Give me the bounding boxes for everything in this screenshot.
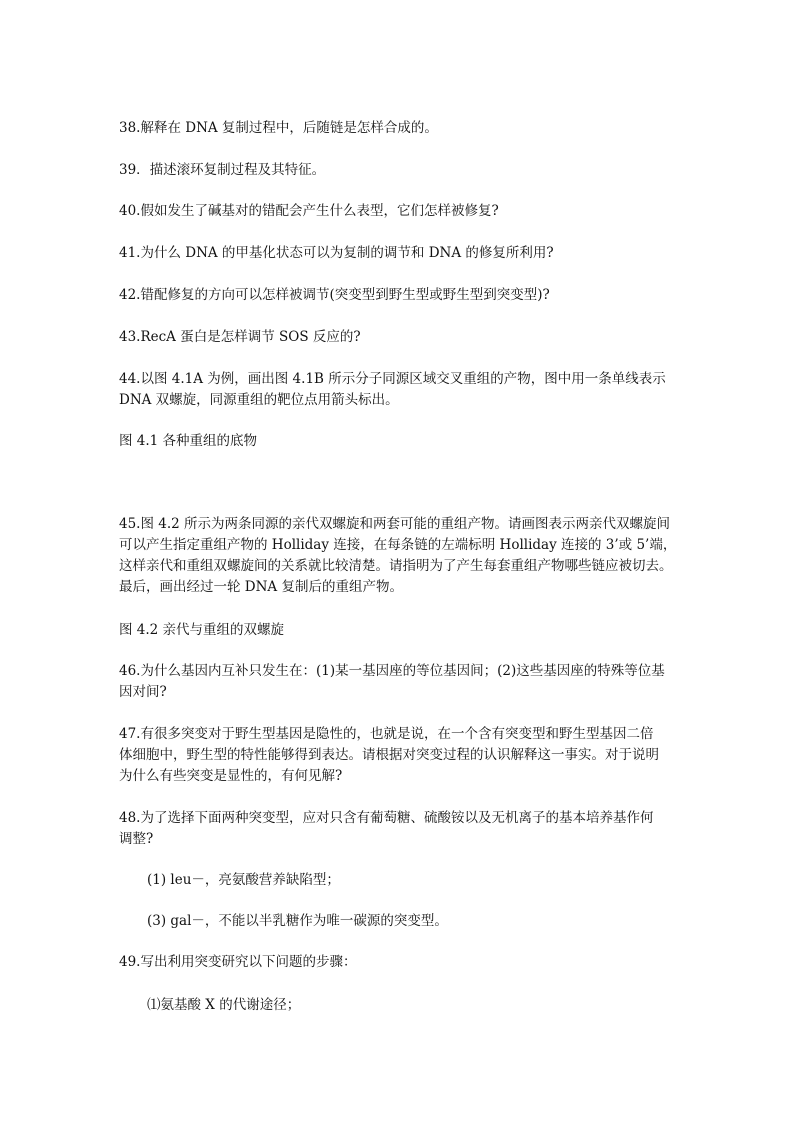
question-45-line-3: 这样亲代和重组双螺旋间的关系就比较清楚。请指明为了产生每套重组产物哪些链应被切去。 (119, 558, 673, 574)
question-48-item-1: (1) leu－，亮氨酸营养缺陷型； (147, 872, 340, 888)
figure-4-1-caption: 图 4.1 各种重组的底物 (119, 433, 258, 449)
question-39: 39．描述滚环复制过程及其特征。 (119, 162, 326, 178)
question-40: 40.假如发生了碱基对的错配会产生什么表型，它们怎样被修复? (119, 203, 499, 219)
question-45-line-4: 最后，画出经过一轮 DNA 复制后的重组产物。 (119, 579, 403, 595)
question-48-item-3: (3) gal－，不能以半乳糖作为唯一碳源的突变型。 (147, 913, 448, 929)
question-43: 43.RecA 蛋白是怎样调节 SOS 反应的? (119, 329, 361, 345)
question-44 (119, 369, 679, 411)
question-38: 38.解释在 DNA 复制过程中，后随链是怎样合成的。 (119, 120, 438, 136)
question-47 (119, 724, 679, 787)
question-48-line-1: 48.为了选择下面两种突变型，应对只含有葡萄糖、硫酸铵以及无机离子的基本培养基作何 (119, 810, 654, 826)
question-46-line-1: 46.为什么基因内互补只发生在：(1)某一基因座的等位基因间；(2)这些基因座的特殊等位基 (119, 663, 665, 679)
question-44-line-1: 44.以图 4.1A 为例，画出图 4.1B 所示分子同源区域交叉重组的产物，图中用一条单线表示 (119, 371, 666, 387)
question-47-line-1: 47.有很多突变对于野生型基因是隐性的，也就是说，在一个含有突变型和野生型基因二倍 (119, 726, 654, 742)
question-45-line-2: 可以产生指定重组产物的 Holliday 连接，在每条链的左端标明 Holliday 连接的 3’或 5’端， (119, 537, 677, 553)
question-45 (119, 514, 679, 598)
question-48-line-2: 调整? (119, 831, 154, 847)
question-46-line-2: 因对间? (119, 684, 167, 700)
question-49: 49.写出利用突变研究以下问题的步骤： (119, 954, 357, 970)
question-49-item-1: ⑴氨基酸 X 的代谢途径； (147, 997, 301, 1013)
question-45-line-1: 45.图 4.2 所示为两条同源的亲代双螺旋和两套可能的重组产物。请画图表示两亲代双螺旋间 (119, 516, 671, 532)
question-41: 41.为什么 DNA 的甲基化状态可以为复制的调节和 DNA 的修复所利用? (119, 245, 554, 261)
question-42: 42.错配修复的方向可以怎样被调节(突变型到野生型或野生型到突变型)? (119, 287, 550, 303)
question-46 (119, 661, 679, 703)
question-47-line-2: 体细胞中，野生型的特性能够得到表达。请根据对突变过程的认识解释这一事实。对于说明 (119, 747, 659, 763)
question-44-line-2: DNA 双螺旋，同源重组的靶位点用箭头标出。 (119, 392, 399, 408)
question-47-line-3: 为什么有些突变是显性的，有何见解? (119, 768, 343, 784)
figure-4-2-caption: 图 4.2 亲代与重组的双螺旋 (119, 622, 285, 638)
question-48 (119, 808, 679, 850)
